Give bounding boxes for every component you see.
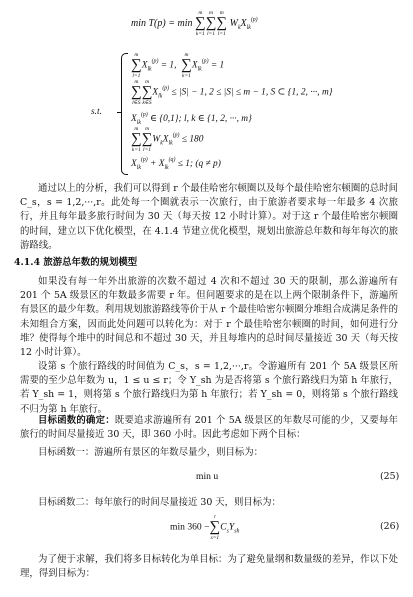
equation-number-25: (25) <box>380 471 400 482</box>
goal-2-equation: min 360 − r ∑ s=1 $C_sY_{sh}$ <box>170 514 240 541</box>
constraints-label: s.t. <box>91 107 102 117</box>
objective-body: 既要追求游遍所有 201 个 5A 级景区的年数尽可能的少，又要每年旅行的时间尽量接近 30 天，即 360 小时。因此考虑如下两个目标： <box>20 415 398 441</box>
paragraph-variables: 设第 s 个旅行路线的时间值为 C_s，s = 1,2,···,r。令游遍所有 201 个 5A 级景区所需要的至少总年数为 u，1 ≤ u ≤ r；令 Y_sh 为是否将第 s 个旅行路线归为第 h 年旅行，若 Y_sh = 1，则将第 s 个旅行路线归为第 h 年旅行；若 Y_sh = 0，则将第 s 个旅行路线不归为第 h 年旅行。 <box>20 361 398 415</box>
constraint-2: m ∑ l∈S m ∑ k∈S $X_{lk}^{(p)} \le |S| - 1$, 2 ≤ |S| ≤ m − 1, S ⊂ {1, 2, ···, m} <box>131 79 333 106</box>
constraint-1: m ∑ l=1 $X_{lk}^{(p)} = 1$, m ∑ k=1 $X_{lk}^{(p)} = 1$ <box>131 52 225 79</box>
objective-heading: 目标函数的确定： <box>38 415 115 426</box>
equation-number-26: (26) <box>380 521 400 532</box>
constraints-brace <box>121 53 128 175</box>
goal-2-text: 目标函数二：每年旅行的时间尽量接近 30 天，则目标为： <box>38 497 281 508</box>
constraint-3: $X_{lk}^{(p)}$ ∈ {0,1}; l, k ∈ {1, 2, ···, m} <box>131 112 252 126</box>
paragraph-problem: 如果没有每一年外出旅游的次数不超过 4 次和不超过 30 天的限制，那么游遍所有 201 个 5A 级景区的年数最多需要 r 年。但问题要求的是在以上两个限制条件下，游遍所有景区的最少年数。利用规划旅游路线等价于从 r 个最佳哈密尔顿圈分堆组合成满足条件的未知组合方案，因而此处问题可以转化为：对于 r 个最佳哈密尔顿圈的时间，如何进行分堆？使得每个堆中的时间总和不超过 30 天，并且每堆内的总时间尽量接近 30 天（每天按 12 小时计算）。 <box>20 276 398 359</box>
paragraph-objective <box>20 414 398 442</box>
goal-1-text: 目标函数一：游遍所有景区的年数尽量少，则目标为： <box>38 447 264 458</box>
paragraph-transform: 为了便于求解，我们将多目标转化为单目标：为了避免量纲和数量级的差异，作以下处理，得到目标为： <box>20 554 398 580</box>
objective-line: min T(p) = min m ∑ k=1 m ∑ l=1 m ∑ l=1 $W_kX_{lk}^{(p)}$ <box>131 10 258 38</box>
constraint-5: $X_{lk}^{(p)} + X_{lk}^{(q)} \le 1$; (q ≠ p) <box>131 157 221 171</box>
section-heading: 4.1.4 旅游总年数的规划模型 <box>14 257 138 268</box>
goal-1-equation: min u <box>196 471 219 482</box>
constraint-4: m ∑ k=1 m ∑ l=1 $W_kX_{lk}^{(p)} \le 180$ <box>131 126 204 153</box>
paragraph-analysis: 通过以上的分析，我们可以得到 r 个最佳哈密尔顿圈以及每个最佳哈密尔顿圈的总时间 C_s，s = 1,2,···,r。此处每一个圈就表示一次旅行，由于旅游者要求每一年最多 4 次旅行，并且每年最多旅行时间为 30 天（每天按 12 小时计算）。对于这 r 个最佳哈密尔顿圈的时间，建立以下优化模型，在 4.1.4 节建立优化模型，规划出旅游总年数和每年每次的旅游路线。 <box>20 183 398 251</box>
